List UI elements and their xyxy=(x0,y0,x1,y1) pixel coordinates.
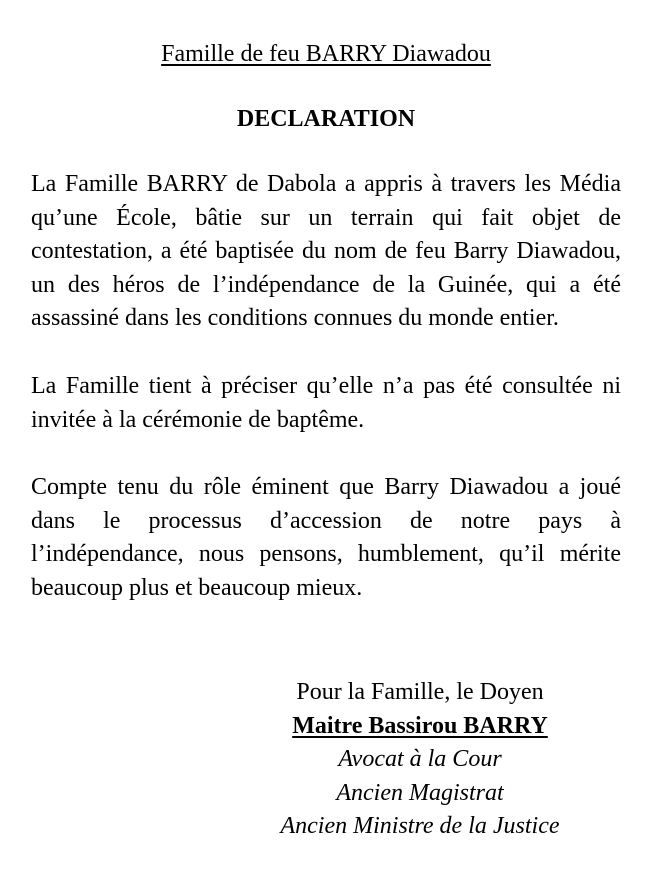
paragraph-3: Compte tenu du rôle éminent que Barry Diawadou a joué dans le processus d’accession de notre pays à l’indépendance, nous pensons, humblement, qu’il mérite beaucoup plus et beaucoup mieux. xyxy=(31,474,621,601)
paragraph-2: La Famille tient à préciser qu’elle n’a pas été consultée ni invitée à la cérémonie de baptême. xyxy=(31,372,621,433)
signature-intro: Pour la Famille, le Doyen xyxy=(296,679,544,705)
document-header: Famille de feu BARRY Diawadou xyxy=(161,41,491,67)
signatory-title-1: Avocat à la Cour xyxy=(338,746,502,773)
document-title: DECLARATION xyxy=(236,106,416,132)
signatory-title-3: Ancien Ministre de la Justice xyxy=(280,813,560,840)
signature-block xyxy=(230,676,610,844)
signatory-name: Maitre Bassirou BARRY xyxy=(292,712,548,739)
signatory-title-2: Ancien Magistrat xyxy=(336,779,504,806)
paragraph-1: La Famille BARRY de Dabola a appris à travers les Média qu’une École, bâtie sur un terrain qui fait objet de contestation, a été baptisée du nom de feu Barry Diawadou, un des héros de l’indépendance de la Guinée, qui a été assassiné dans les conditions connues du monde entier. xyxy=(31,171,621,332)
